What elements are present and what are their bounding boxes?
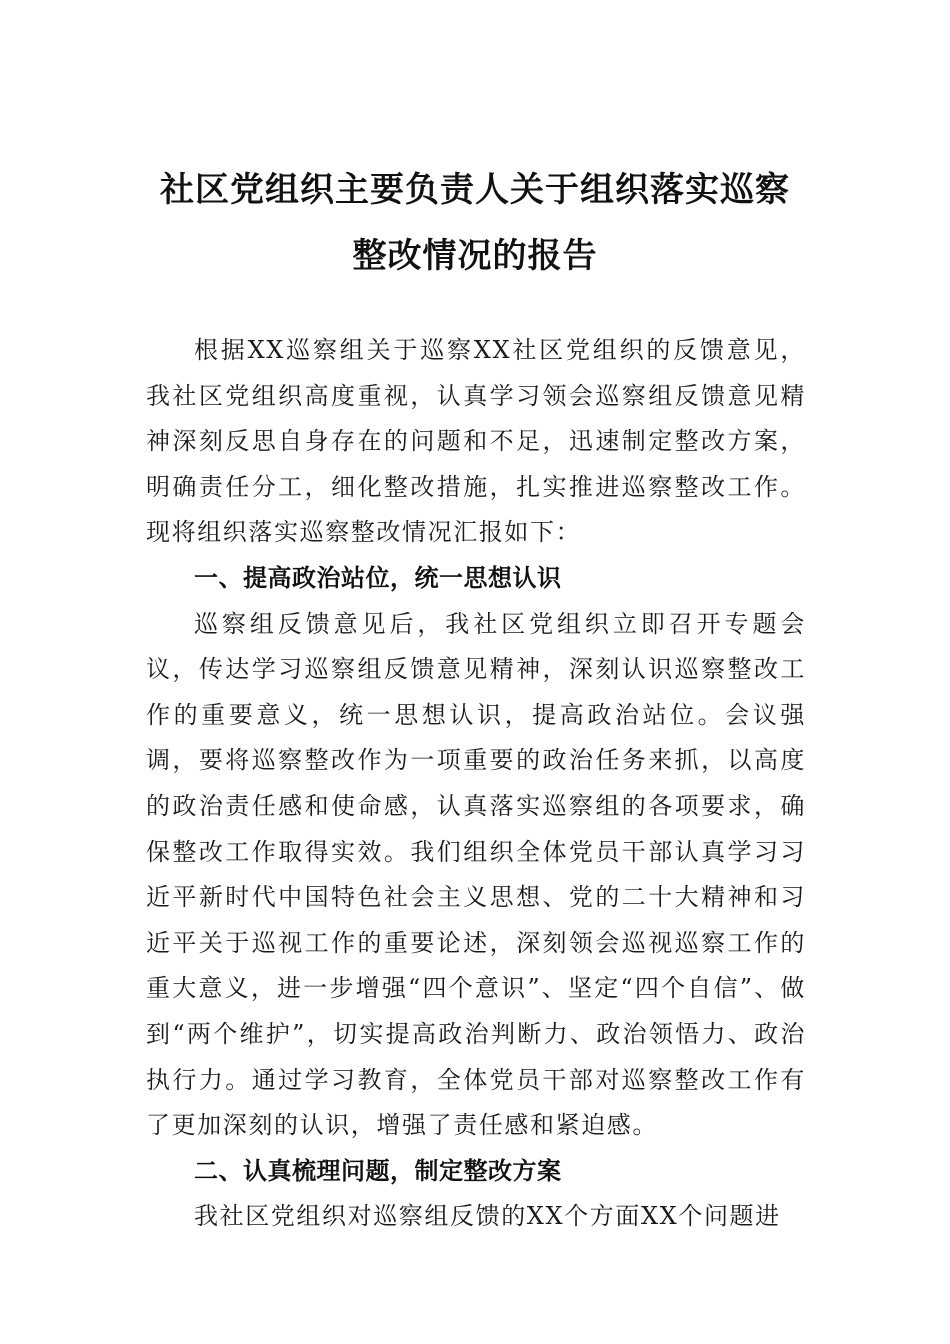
- document-title-line-2: 整改情况的报告: [352, 236, 598, 276]
- section-1-paragraph: 巡察组反馈意见后，我社区党组织立即召开专题会议，传达学习巡察组反馈意见精神，深刻认识巡察整改工作的重要意义，统一思想认识，提高政治站位。会议强调，要将巡察整改作为一项重要的政治任务来抓，以高度的政治责任感和使命感，认真落实巡察组的各项要求，确保整改工作取得实效。我们组织全体党员干部认真学习习近平新时代中国特色社会主义思想、党的二十大精神和习近平关于巡视工作的重要论述，深刻领会巡视巡察工作的重大意义，进一步增强“四个意识”、坚定“四个自信”、做到“两个维护”，切实提高政治判断力、政治领悟力、政治执行力。通过学习教育，全体党员干部对巡察整改工作有了更加深刻的认识，增强了责任感和紧迫感。: [146, 609, 806, 1140]
- document-body: [146, 328, 806, 1240]
- intro-paragraph: 根据XX巡察组关于巡察XX社区党组织的反馈意见，我社区党组织高度重视，认真学习领会巡察组反馈意见精神深刻反思自身存在的问题和不足，迅速制定整改方案，明确责任分工，细化整改措施，扎实推进巡察整改工作。现将组织落实巡察整改情况汇报如下：: [146, 336, 806, 547]
- section-2-paragraph: 我社区党组织对巡察组反馈的XX个方面XX个问题进: [194, 1202, 781, 1231]
- section-heading-1: 一、提高政治站位，统一思想认识: [194, 563, 562, 592]
- section-heading-2: 二、认真梳理问题，制定整改方案: [194, 1156, 562, 1185]
- document-title-line-1: 社区党组织主要负责人关于组织落实巡察: [160, 170, 790, 210]
